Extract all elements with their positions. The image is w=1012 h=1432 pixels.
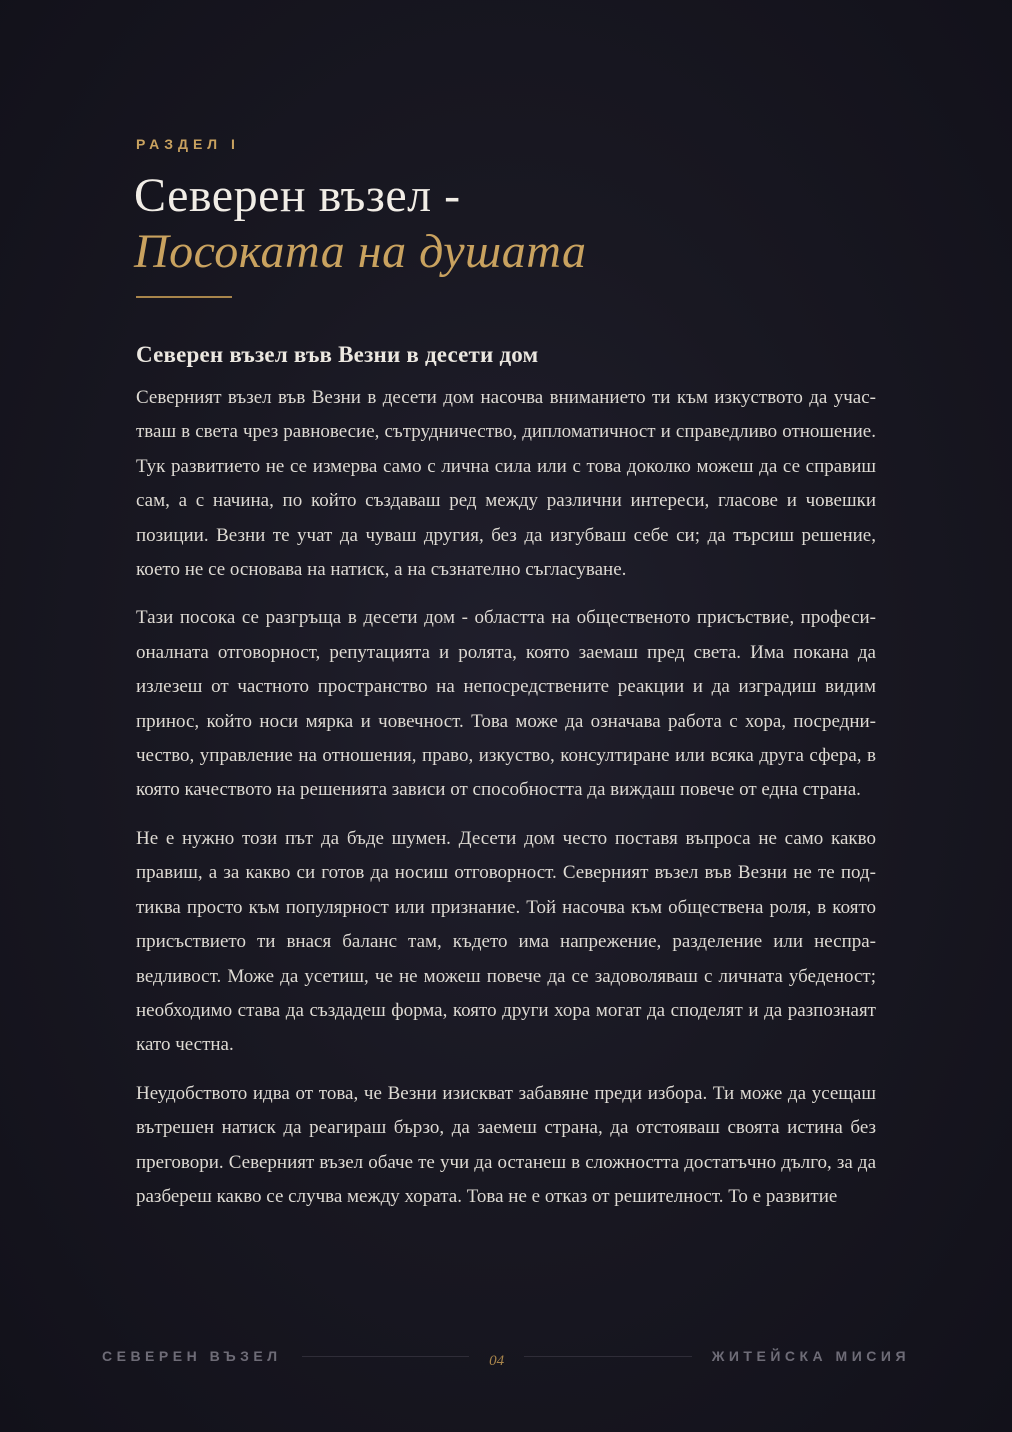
page-footer (102, 1344, 910, 1368)
page-number: 04 (489, 1352, 505, 1369)
page-title (134, 168, 587, 280)
footer-divider-left (302, 1356, 470, 1357)
footer-divider-right (524, 1356, 692, 1357)
page-title-line2: Посоката на душата (134, 225, 587, 278)
paragraph: Не е нужно този път да бъде шумен. Десети дом често поставя въпроса не само какво правиш, а за какво си готов да носиш отговорност. Северният възел във Везни не те подтиква просто към популярност или признание. Той насочва към обществена роля, в която присъствието ти внася баланс там, където има напрежение, разделение или несправедливост. Може да усетиш, че не можеш повече да се задоволяваш с личната убеденост; необходимо става да създадеш форма, която други хора могат да споделят и да разпознаят като честна. (136, 827, 876, 1056)
footer-left-label: СЕВЕРЕН ВЪЗЕЛ (102, 1348, 282, 1364)
title-divider (136, 296, 232, 298)
paragraph: Северният възел във Везни в десети дом насочва вниманието ти към изкуството да участваш в света чрез равновесие, сътрудничество, дипломатичност и справедливо отношение. Тук развитието не се измерва само с лична сила или с това доколко можеш да се справиш сам, а с начина, по който създаваш ред между различни интереси, гласове и човешки позиции. Везни те учат да чуваш другия, без да изгубваш себе си; да търсиш решение, което не се основава на натиск, а на съзнателно съгласуване. (136, 387, 876, 581)
paragraph: Неудобството идва от това, че Везни изискват забавяне преди избора. Ти може да усещаш вътрешен натиск да реагираш бързо, да заемеш страна, да отстояваш своята истина без преговори. Северният възел обаче те учи да останеш в сложността достатъчно дълго, за да разбереш какво се случва между хората. Това не е отказ от решителност. То е развитие (136, 1082, 876, 1207)
section-subheading: Северен възел във Везни в десети дом (136, 342, 539, 367)
article-body (136, 381, 876, 1228)
page-title-line1: Северен възел - (134, 169, 461, 222)
paragraph: Тази посока се разгръща в десети дом - областта на общественото присъствие, професионалната отговорност, репутацията и ролята, която заемаш пред света. Има покана да излезеш от частното пространство на непосредствените реакции и да изградиш видим принос, който носи мярка и човечност. Това може да означава работа с хора, посредничество, управление на отношения, право, изкуство, консултиране или всяка друга сфера, в която качеството на решенията зависи от способността да виждаш повече от една страна. (136, 607, 876, 801)
footer-right-label: ЖИТЕЙСКА МИСИЯ (711, 1348, 911, 1364)
section-label: РАЗДЕЛ I (136, 136, 240, 152)
